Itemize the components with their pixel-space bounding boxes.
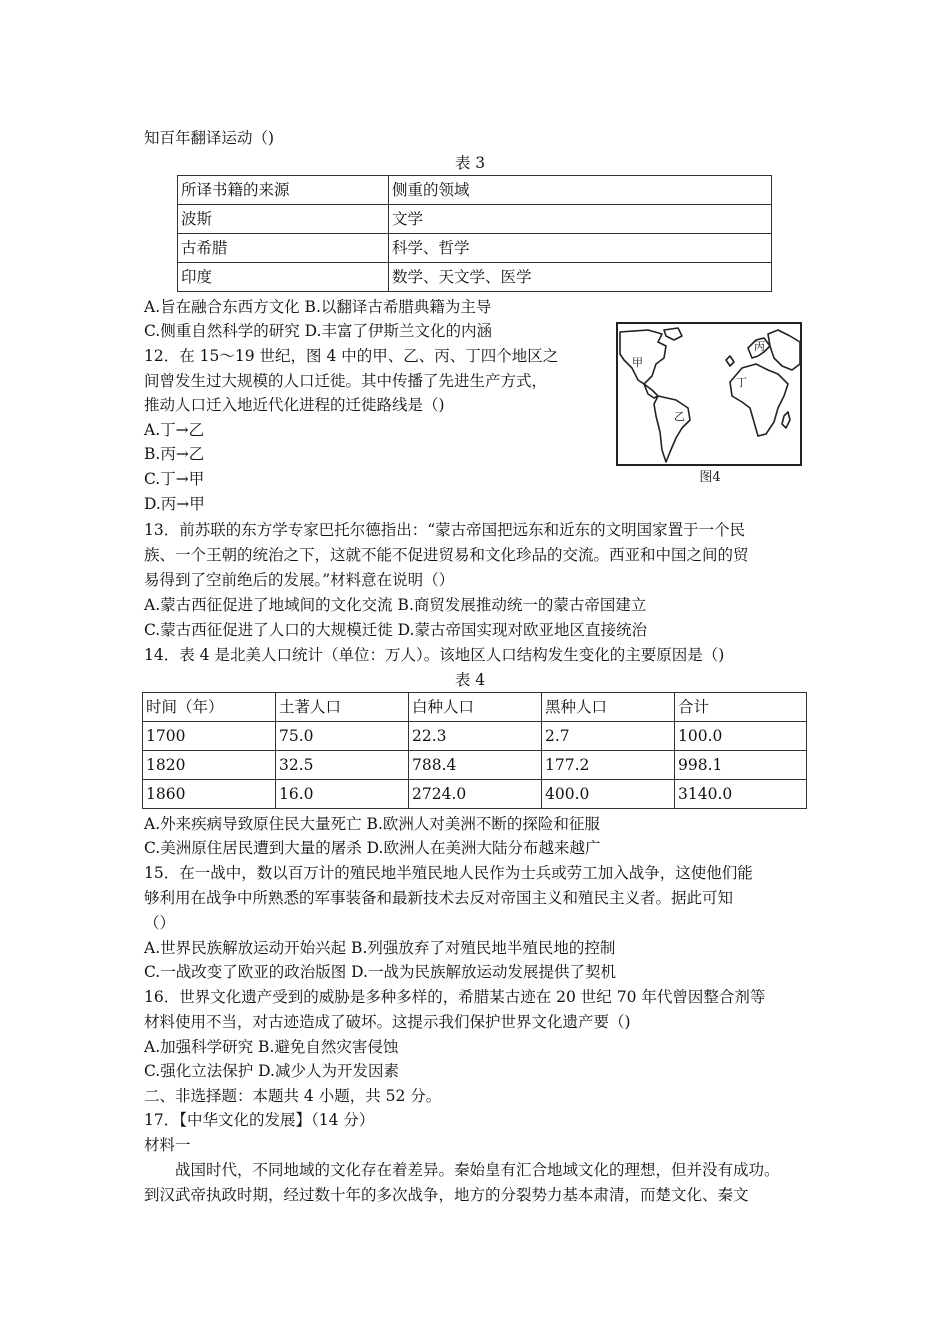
table-row	[178, 263, 772, 292]
q16-option-line: C.强化立法保护 D.减少人为开发因素	[144, 1062, 399, 1080]
table-cell: 数学、天文学、医学	[389, 263, 772, 292]
table-cell: 2.7	[542, 722, 675, 751]
world-map-figure	[616, 322, 802, 466]
table-cell: 1860	[143, 780, 276, 809]
q13-stem: 13．前苏联的东方学专家巴托尔德指出：“蒙古帝国把远东和近东的文明国家置于一个民	[144, 521, 746, 539]
q13-option-line: C.蒙古西征促进了人口的大规模迁徙 D.蒙古帝国实现对欧亚地区直接统治	[144, 621, 647, 639]
q12-stem: 12．在 15～19 世纪，图 4 中的甲、乙、丙、丁四个地区之	[144, 347, 559, 365]
table-cell: 100.0	[675, 722, 807, 751]
table-cell: 波斯	[178, 205, 389, 234]
table4	[142, 692, 807, 809]
table-cell: 文学	[389, 205, 772, 234]
q11-option-line: A.旨在融合东西方文化 B.以翻译古希腊典籍为主导	[144, 298, 492, 316]
q16-stem: 材料使用不当，对古迹造成了破坏。这提示我们保护世界文化遗产要（)	[144, 1013, 631, 1031]
table-cell: 古希腊	[178, 234, 389, 263]
q15-stem: （）	[144, 914, 176, 932]
table-cell: 22.3	[409, 722, 542, 751]
table-row	[143, 751, 807, 780]
q11-tail: 知百年翻译运动（)	[144, 129, 275, 147]
q17-title: 17．【中华文化的发展】（14 分）	[144, 1111, 375, 1129]
map-label-ding: 丁	[736, 376, 747, 389]
table-cell: 时间（年）	[143, 693, 276, 722]
table-cell: 16.0	[276, 780, 409, 809]
q12-stem: 间曾发生过大规模的人口迁徙。其中传播了先进生产方式，	[144, 372, 548, 390]
table-row	[143, 722, 807, 751]
q14-option-line: A.外来疾病导致原住民大量死亡 B.欧洲人对美洲不断的探险和征服	[144, 815, 600, 833]
table-cell: 32.5	[276, 751, 409, 780]
table-cell: 所译书籍的来源	[178, 176, 389, 205]
q14-stem: 14．表 4 是北美人口统计（单位：万人）。该地区人口结构发生变化的主要原因是（)	[144, 646, 725, 664]
table-row	[178, 176, 772, 205]
table-cell: 788.4	[409, 751, 542, 780]
q12-option: B.丙→乙	[144, 445, 205, 463]
section-heading: 二、非选择题：本题共 4 小题，共 52 分。	[144, 1087, 442, 1105]
q12-option: A.丁→乙	[144, 421, 205, 439]
table-cell: 科学、哲学	[389, 234, 772, 263]
q15-option-line: C.一战改变了欧亚的政治版图 D.一战为民族解放运动发展提供了契机	[144, 963, 616, 981]
q12-option: D.丙→甲	[144, 495, 205, 513]
table-cell: 合计	[675, 693, 807, 722]
map-caption: 图4	[699, 470, 721, 485]
table3-caption: 表 3	[454, 154, 486, 172]
table-cell: 75.0	[276, 722, 409, 751]
map-label-bing: 丙	[754, 340, 765, 353]
q15-stem: 够利用在战争中所熟悉的军事装备和最新技术去反对帝国主义和殖民主义者。据此可知	[144, 889, 734, 907]
table-row	[178, 205, 772, 234]
table-cell: 黑种人口	[542, 693, 675, 722]
q12-option: C.丁→甲	[144, 470, 205, 488]
table-row	[143, 780, 807, 809]
table-row	[178, 234, 772, 263]
material-paragraph: 战国时代，不同地域的文化存在着差异。秦始皇有汇合地域文化的理想，但并没有成功。	[175, 1161, 780, 1179]
table-row	[143, 693, 807, 722]
table-cell: 侧重的领域	[389, 176, 772, 205]
table-cell: 3140.0	[675, 780, 807, 809]
table-cell: 2724.0	[409, 780, 542, 809]
q12-stem: 推动人口迁入地近代化进程的迁徙路线是（)	[144, 396, 445, 414]
q16-stem: 16．世界文化遗产受到的威胁是多种多样的，希腊某古迹在 20 世纪 70 年代曾因整合剂等	[144, 988, 766, 1006]
table-cell: 白种人口	[409, 693, 542, 722]
table4-caption: 表 4	[454, 671, 486, 689]
table-cell: 998.1	[675, 751, 807, 780]
table3	[177, 175, 772, 292]
world-map-outline	[618, 324, 800, 464]
q15-stem: 15．在一战中，数以百万计的殖民地半殖民地人民作为士兵或劳工加入战争，这使他们能	[144, 864, 753, 882]
table-cell: 177.2	[542, 751, 675, 780]
material-label: 材料一	[144, 1136, 191, 1154]
material-paragraph: 到汉武帝执政时期，经过数十年的多次战争，地方的分裂势力基本肃清，而楚文化、秦文	[144, 1186, 749, 1204]
table-cell: 1700	[143, 722, 276, 751]
q16-option-line: A.加强科学研究 B.避免自然灾害侵蚀	[144, 1038, 399, 1056]
q13-stem: 族、一个王朝的统治之下，这就不能不促进贸易和文化珍品的交流。西亚和中国之间的贸	[144, 546, 749, 564]
q14-option-line: C.美洲原住居民遭到大量的屠杀 D.欧洲人在美洲大陆分布越来越广	[144, 839, 601, 857]
q11-option-line: C.侧重自然科学的研究 D.丰富了伊斯兰文化的内涵	[144, 322, 492, 340]
table-cell: 土著人口	[276, 693, 409, 722]
map-label-jia: 甲	[632, 356, 643, 369]
table-cell: 400.0	[542, 780, 675, 809]
q13-option-line: A.蒙古西征促进了地域间的文化交流 B.商贸发展推动统一的蒙古帝国建立	[144, 596, 647, 614]
table-cell: 印度	[178, 263, 389, 292]
q15-option-line: A.世界民族解放运动开始兴起 B.列强放弃了对殖民地半殖民地的控制	[144, 939, 616, 957]
map-label-yi: 乙	[674, 410, 685, 423]
table-cell: 1820	[143, 751, 276, 780]
q13-stem: 易得到了空前绝后的发展。”材料意在说明（）	[144, 571, 455, 589]
